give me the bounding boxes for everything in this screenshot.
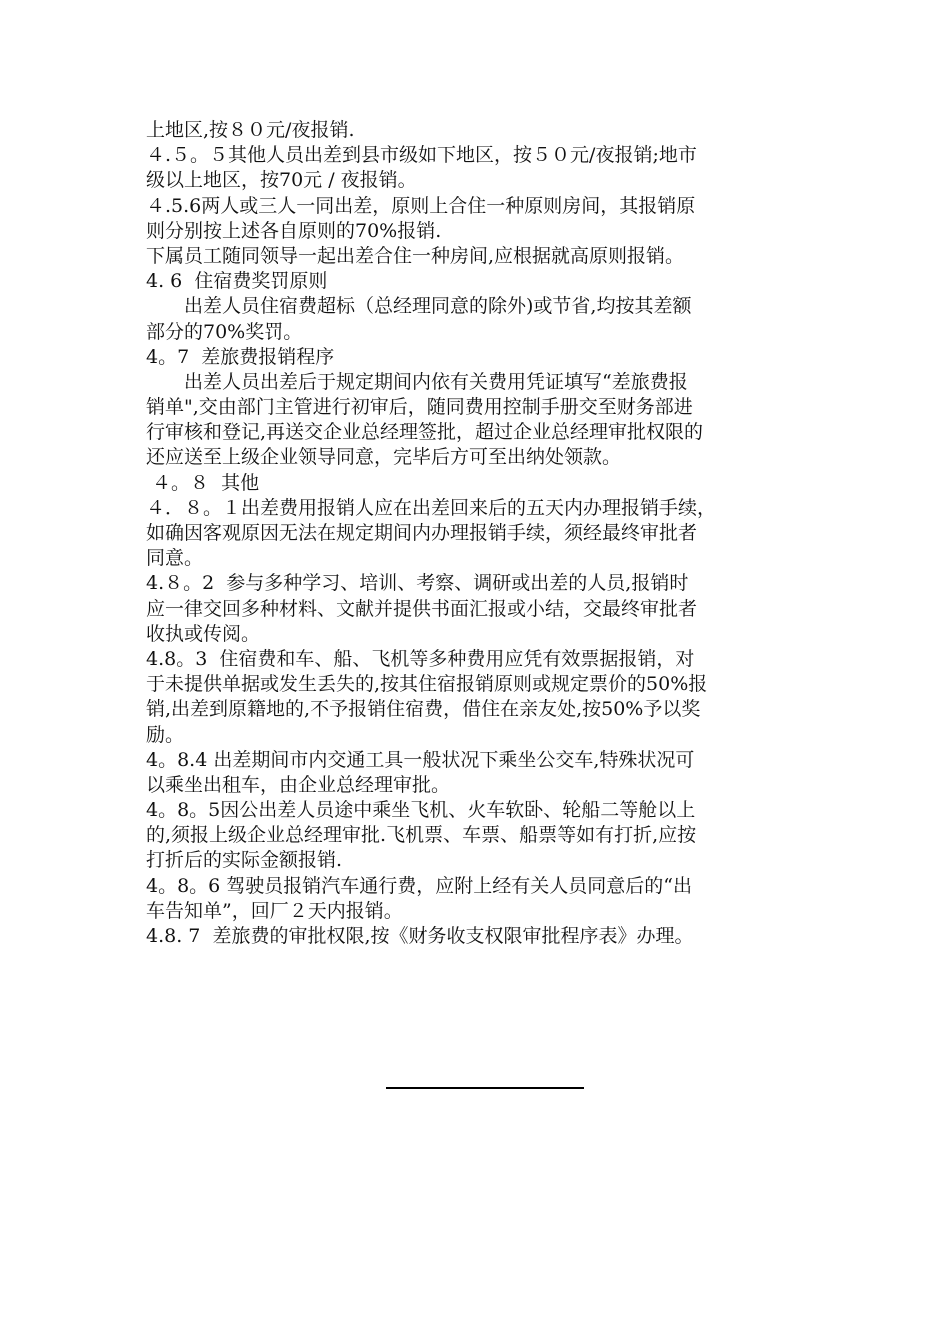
text-line: 销,出差到原籍地的,不予报销住宿费，借住在亲友处,按50%予以奖 [146,698,701,721]
text-line: 出差人员出差后于规定期间内依有关费用凭证填写“差旅费报 [146,370,688,393]
footer-divider-line [386,1087,584,1089]
text-line: 则分别按上述各自原则的70%报销. [146,219,442,242]
section-heading: 4. 6 住宿费奖罚原则 [146,270,328,293]
text-line: 以乘坐出租车，由企业总经理审批。 [146,773,451,796]
text-line: 同意。 [146,547,204,570]
text-line: ４.５。５其他人员出差到县市级如下地区，按５０元/夜报销;地市 [146,144,697,167]
document-body [146,118,810,949]
text-line: 应一律交回多种材料、文献并提供书面汇报或小结，交最终审批者 [146,597,698,620]
text-line: 下属员工随同领导一起出差合住一种房间,应根据就高原则报销。 [146,244,685,267]
text-line: 部分的70%奖罚。 [146,320,303,343]
text-line: 4。8。6 驾驶员报销汽车通行费，应附上经有关人员同意后的“出 [146,874,693,897]
text-line: 还应送至上级企业领导同意，完毕后方可至出纳处领款。 [146,446,622,469]
text-line: 销单",交由部门主管进行初审后，随同费用控制手册交至财务部进 [146,396,693,419]
text-line: 上地区,按８０元/夜报销. [146,119,355,141]
text-line: 车告知单”，回厂２天内报销。 [146,899,403,922]
text-line: 出差人员住宿费超标（总经理同意的除外)或节省,均按其差额 [146,295,692,318]
text-line: 级以上地区，按70元 / 夜报销。 [146,169,417,192]
text-line: 4。8。5因公出差人员途中乘坐飞机、火车软卧、轮船二等舱以上 [146,799,696,822]
text-line: 行审核和登记,再送交企业总经理签批，超过企业总经理审批权限的 [146,421,704,444]
section-heading: 4。7 差旅费报销程序 [146,345,335,368]
section-heading: ４。８ 其他 [146,471,260,494]
text-line: 4。8.4 出差期间市内交通工具一般状况下乘坐公交车,特殊状况可 [146,748,695,771]
text-line: ４．８。１出差费用报销人应在出差回来后的五天内办理报销手续， [146,496,717,519]
text-line: 励。 [146,723,185,746]
text-line: 4.８。2 参与多种学习、培训、考察、调研或出差的人员,报销时 [146,572,689,595]
text-line: 的,须报上级企业总经理审批.飞机票、车票、船票等如有打折,应按 [146,824,697,847]
text-line: 如确因客观原因无法在规定期间内办理报销手续，须经最终审批者 [146,522,698,544]
text-line: 打折后的实际金额报销. [146,849,343,872]
text-line: 于未提供单据或发生丢失的,按其住宿报销原则或规定票价的50%报 [146,673,708,696]
text-line: 4.8。3 住宿费和车、船、飞机等多种费用应凭有效票据报销，对 [146,647,695,670]
text-line: 收执或传阅。 [146,622,261,645]
text-line: 4.8. 7 差旅费的审批权限,按《财务收支权限审批程序表》办理。 [146,925,694,947]
text-line: ４.5.6两人或三人一同出差，原则上合住一种原则房间，其报销原 [146,194,696,217]
